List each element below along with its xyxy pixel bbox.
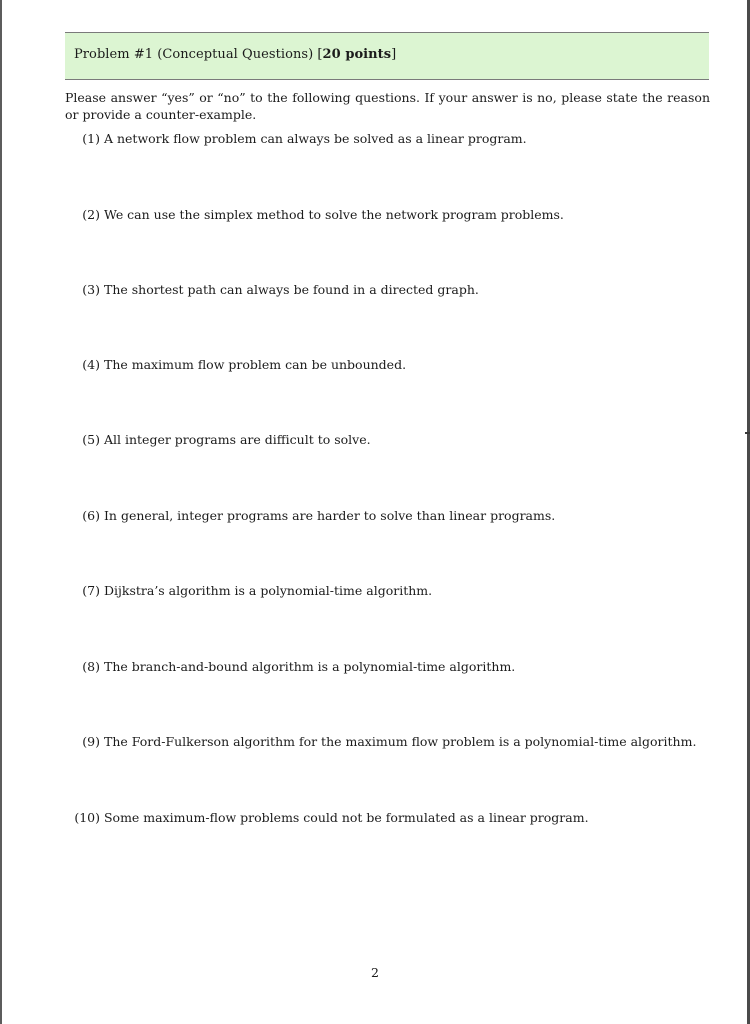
question-item bbox=[65, 508, 710, 523]
instructions-paragraph: Please answer “yes” or “no” to the following questions. If your answer is no, please state the reason or provide a counter-example. bbox=[65, 90, 710, 122]
question-text: Dijkstra’s algorithm is a polynomial-time algorithm. bbox=[103, 583, 433, 598]
question-text: Some maximum-flow problems could not be formulated as a linear program. bbox=[103, 810, 589, 825]
question-text: In general, integer programs are harder to solve than linear programs. bbox=[103, 508, 556, 523]
question-item bbox=[65, 207, 710, 222]
question-number: (7) bbox=[82, 583, 100, 598]
question-number: (6) bbox=[82, 508, 100, 523]
problem-points: 20 points bbox=[322, 47, 392, 62]
problem-title-suffix: ] bbox=[391, 47, 397, 62]
question-text: All integer programs are difficult to solve. bbox=[103, 432, 371, 447]
question-text: The Ford-Fulkerson algorithm for the maximum flow problem is a polynomial-time algorithm. bbox=[103, 734, 697, 749]
problem-title-prefix: Problem #1 (Conceptual Questions) [ bbox=[74, 47, 323, 62]
problem-header-box bbox=[65, 32, 709, 80]
question-text: A network flow problem can always be solved as a linear program. bbox=[103, 131, 527, 146]
question-number: (4) bbox=[82, 357, 100, 372]
question-number: (1) bbox=[82, 131, 100, 146]
question-item bbox=[65, 583, 710, 598]
scan-edge-mark bbox=[745, 432, 750, 434]
question-item bbox=[65, 131, 710, 146]
question-number: (8) bbox=[82, 659, 100, 674]
question-text: We can use the simplex method to solve the network program problems. bbox=[103, 207, 564, 222]
question-number: (10) bbox=[74, 810, 100, 825]
question-item bbox=[65, 432, 710, 447]
question-number: (9) bbox=[82, 734, 100, 749]
page-number: 2 bbox=[371, 965, 379, 980]
question-item bbox=[65, 734, 710, 749]
question-text: The maximum flow problem can be unbounded. bbox=[103, 357, 407, 372]
question-item bbox=[65, 659, 710, 674]
problem-title bbox=[74, 47, 396, 62]
question-number: (5) bbox=[82, 432, 100, 447]
question-text: The shortest path can always be found in a directed graph. bbox=[103, 282, 479, 297]
question-text: The branch-and-bound algorithm is a polynomial-time algorithm. bbox=[103, 659, 516, 674]
question-item bbox=[65, 810, 710, 825]
scan-left-edge bbox=[0, 0, 2, 1024]
question-item bbox=[65, 357, 710, 372]
question-number: (2) bbox=[82, 207, 100, 222]
question-number: (3) bbox=[82, 282, 100, 297]
question-item bbox=[65, 282, 710, 297]
